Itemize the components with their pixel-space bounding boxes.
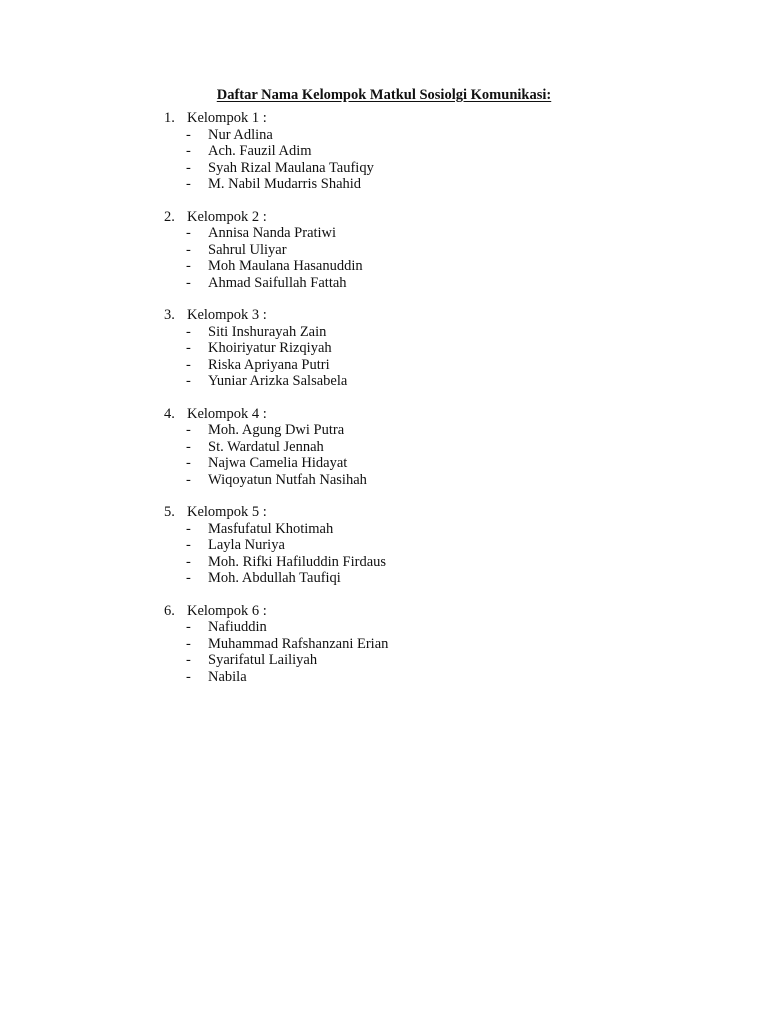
member-name: Siti Inshurayah Zain (208, 323, 327, 340)
member-name: Moh Maulana Hasanuddin (208, 258, 363, 274)
bullet-dash: - (186, 274, 191, 291)
group-number: 5. (164, 504, 175, 520)
member-item (164, 160, 684, 177)
member-name: Masfufatul Khotimah (208, 520, 334, 537)
bullet-dash: - (186, 537, 191, 553)
bullet-dash: - (186, 176, 191, 192)
group-number: 3. (164, 307, 175, 323)
bullet-dash: - (186, 258, 191, 274)
bullet-dash: - (186, 570, 191, 586)
bullet-dash: - (186, 652, 191, 668)
group-number: 4. (164, 405, 175, 422)
bullet-dash: - (186, 619, 191, 635)
group-label: Kelompok 5 : (187, 504, 267, 520)
member-name: Syah Rizal Maulana Taufiqy (208, 159, 374, 176)
bullet-dash: - (186, 422, 191, 438)
group-heading (164, 307, 684, 324)
bullet-dash: - (186, 438, 191, 455)
group-3 (164, 307, 684, 390)
member-item (164, 258, 684, 275)
bullet-dash: - (186, 241, 191, 258)
member-name: Annisa Nanda Pratiwi (208, 225, 337, 241)
member-item (164, 455, 684, 472)
member-name: Ahmad Saifullah Fattah (208, 274, 347, 291)
member-item (164, 472, 684, 489)
document-title (0, 86, 768, 104)
member-name: Layla Nuriya (208, 537, 285, 553)
member-item (164, 521, 684, 538)
member-item (164, 324, 684, 341)
bullet-dash: - (186, 668, 191, 685)
member-name: Moh. Abdullah Taufiqi (208, 570, 341, 586)
bullet-dash: - (186, 323, 191, 340)
bullet-dash: - (186, 635, 191, 652)
group-heading (164, 110, 684, 127)
member-name: Yuniar Arizka Salsabela (208, 373, 348, 389)
bullet-dash: - (186, 520, 191, 537)
group-label: Kelompok 1 : (187, 110, 267, 126)
member-item (164, 275, 684, 292)
group-1 (164, 110, 684, 193)
member-name: Nabila (208, 668, 247, 685)
group-number: 1. (164, 110, 175, 126)
bullet-dash: - (186, 553, 191, 570)
group-list (164, 110, 684, 701)
member-name: Ach. Fauzil Adim (208, 143, 312, 159)
member-item (164, 570, 684, 587)
member-item (164, 373, 684, 390)
member-item (164, 340, 684, 357)
group-heading (164, 504, 684, 521)
member-name: Nafiuddin (208, 619, 267, 635)
member-item (164, 669, 684, 686)
group-4 (164, 406, 684, 489)
bullet-dash: - (186, 126, 191, 143)
group-label: Kelompok 6 : (187, 602, 267, 619)
member-item (164, 422, 684, 439)
group-label: Kelompok 2 : (187, 208, 267, 225)
group-label: Kelompok 3 : (187, 307, 267, 323)
member-item (164, 225, 684, 242)
bullet-dash: - (186, 159, 191, 176)
bullet-dash: - (186, 143, 191, 159)
member-name: Moh. Rifki Hafiluddin Firdaus (208, 553, 387, 570)
member-item (164, 537, 684, 554)
member-item (164, 636, 684, 653)
member-item (164, 439, 684, 456)
group-label: Kelompok 4 : (187, 405, 267, 422)
member-name: Moh. Agung Dwi Putra (208, 422, 345, 438)
member-name: Wiqoyatun Nutfah Nasihah (208, 471, 367, 488)
bullet-dash: - (186, 471, 191, 488)
group-heading (164, 209, 684, 226)
group-number: 2. (164, 208, 175, 225)
member-name: Khoiriyatur Rizqiyah (208, 340, 332, 356)
bullet-dash: - (186, 373, 191, 389)
member-item (164, 619, 684, 636)
member-name: Najwa Camelia Hidayat (208, 455, 348, 471)
member-item (164, 176, 684, 193)
member-item (164, 242, 684, 259)
member-name: Nur Adlina (208, 126, 273, 143)
group-heading (164, 406, 684, 423)
member-item (164, 554, 684, 571)
member-name: Sahrul Uliyar (208, 241, 287, 258)
member-name: M. Nabil Mudarris Shahid (208, 176, 362, 192)
group-5 (164, 504, 684, 587)
bullet-dash: - (186, 455, 191, 471)
bullet-dash: - (186, 340, 191, 356)
member-name: Syarifatul Lailiyah (208, 652, 318, 668)
group-number: 6. (164, 602, 175, 619)
member-item (164, 143, 684, 160)
member-name: St. Wardatul Jennah (208, 438, 324, 455)
group-2 (164, 209, 684, 292)
bullet-dash: - (186, 225, 191, 241)
member-name: Riska Apriyana Putri (208, 356, 330, 373)
member-name: Muhammad Rafshanzani Erian (208, 635, 389, 652)
document-title-text: Daftar Nama Kelompok Matkul Sosiolgi Komunikasi: (216, 87, 552, 103)
group-6 (164, 603, 684, 686)
group-heading (164, 603, 684, 620)
bullet-dash: - (186, 356, 191, 373)
member-item (164, 652, 684, 669)
member-item (164, 357, 684, 374)
member-item (164, 127, 684, 144)
